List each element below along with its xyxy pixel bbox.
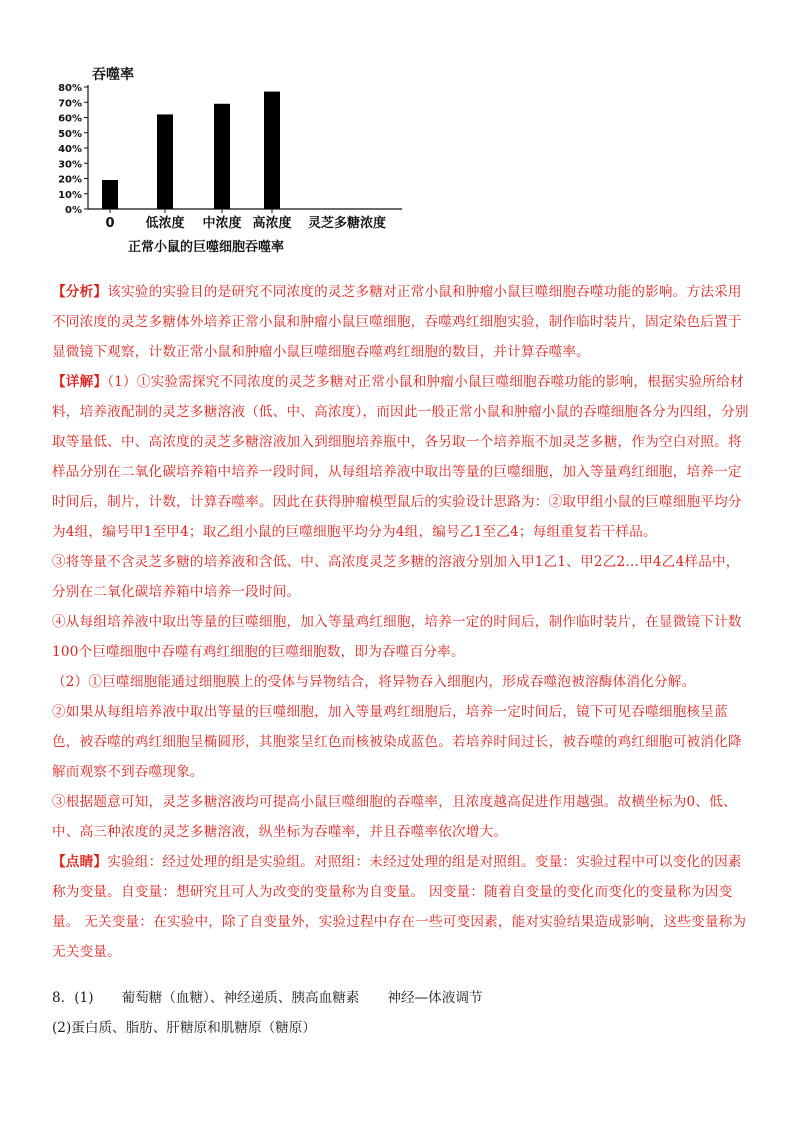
answer-8-number: 8．(1)	[52, 990, 94, 1006]
tips-paragraph	[52, 847, 752, 967]
bar-chart	[50, 55, 420, 260]
y-tick-label: 60%	[58, 113, 82, 125]
y-tick-label: 10%	[58, 189, 82, 201]
detail-paragraph-4: （2）①巨噬细胞能通过细胞膜上的受体与异物结合，将异物吞入细胞内，形成吞噬泡被溶酶体消化分解。	[52, 674, 696, 690]
answer-8-section	[52, 983, 752, 1043]
answer-8-line-1	[52, 983, 752, 1013]
detail-paragraph-5: ②如果从每组培养液中取出等量的巨噬细胞，加入等量鸡红细胞后，培养一定时间后，镜下可见吞噬细胞核呈蓝色，被吞噬的鸡红细胞呈椭圆形，其胞浆呈红色而核被染成蓝色。若培养时间过长，被吞噬的鸡红细胞可被消化降解而观察不到吞噬现象。	[52, 704, 742, 780]
bar	[102, 180, 118, 209]
bar	[264, 92, 280, 209]
answer-8-line-2: (2)蛋白质、脂肪、肝糖原和肌糖原（糖原）	[52, 1020, 316, 1036]
analysis-paragraph	[52, 277, 752, 367]
detail-paragraph-1	[52, 367, 752, 547]
x-tick-label: 0	[105, 216, 115, 231]
y-tick-label: 80%	[58, 83, 82, 94]
x-tick-label: 低浓度	[145, 216, 185, 231]
answer-8-part-a: 葡萄糖（血糖）、神经递质、胰高血糖素	[121, 990, 360, 1006]
bar	[157, 114, 173, 209]
detail-paragraph-6: ③根据题意可知，灵芝多糖溶液均可提高小鼠巨噬细胞的吞噬率，且浓度越高促进作用越强。故横坐标为0、低、中、高三种浓度的灵芝多糖溶液，纵坐标为吞噬率，并且吞噬率依次增大。	[52, 794, 737, 840]
y-tick-label: 0%	[65, 205, 82, 216]
tips-text: 实验组：经过处理的组是实验组。对照组：未经过处理的组是对照组。变量：实验过程中可以变化的因素称为变量。自变量：想研究且可人为改变的变量称为自变量。 因变量：随着自变量的变化而变化的变量称为因变量。 无关变量：在实验中，除了自变量外，实验过程中存在一些可变因素，能对实验结果造成影响，这些变量称为无关变量。	[52, 854, 747, 960]
detail-tag: 【详解】	[52, 374, 108, 390]
detail-paragraph-2: ③将等量不含灵芝多糖的培养液和含低、中、高浓度灵芝多糖的溶液分别加入甲1乙1、甲2乙2…甲4乙4样品中，分别在二氧化碳培养箱中培养一段时间。	[52, 554, 740, 600]
y-tick-label: 50%	[58, 128, 82, 140]
x-tick-label: 中浓度	[202, 216, 242, 231]
chart-title: 正常小鼠的巨噬细胞吞噬率	[128, 240, 285, 255]
detail-text-1: （1）①实验需探究不同浓度的灵芝多糖对正常小鼠和肿瘤小鼠巨噬细胞吞噬功能的影响，根据实验所给材料，培养液配制的灵芝多糖溶液（低、中、高浓度），而因此一般正常小鼠和肿瘤小鼠的吞噬细胞各分为四组，分别取等量低、中、高浓度的灵芝多糖溶液加入到细胞培养瓶中，各另取一个培养瓶不加灵芝多糖，作为空白对照。将样品分别在二氧化碳培养箱中培养一段时间，从每组培养液中取出等量的巨噬细胞，加入等量鸡红细胞，培养一定时间后，制片，计数，计算吞噬率。因此在获得肿瘤模型鼠后的实验设计思路为：②取甲组小鼠的巨噬细胞平均分为4组，编号甲1至甲4；取乙组小鼠的巨噬细胞平均分为4组，编号乙1至乙4；每组重复若干样品。	[52, 374, 749, 540]
x-tick-label: 高浓度	[252, 216, 292, 231]
y-tick-label: 70%	[58, 98, 82, 110]
detail-section	[52, 367, 752, 967]
analysis-text: 该实验的实验目的是研究不同浓度的灵芝多糖对正常小鼠和肿瘤小鼠巨噬细胞吞噬功能的影响。方法采用不同浓度的灵芝多糖体外培养正常小鼠和肿瘤小鼠巨噬细胞，吞噬鸡红细胞实验，制作临时装片，固定染色后置于显微镜下观察，计数正常小鼠和肿瘤小鼠巨噬细胞吞噬鸡红细胞的数目，并计算吞噬率。	[52, 284, 742, 360]
bar	[214, 104, 230, 209]
detail-paragraph-3: ④从每组培养液中取出等量的巨噬细胞，加入等量鸡红细胞，培养一定的时间后，制作临时装片，在显微镜下计数100个巨噬细胞中吞噬有鸡红细胞的巨噬细胞数，即为吞噬百分率。	[52, 614, 742, 660]
y-axis-label: 吞噬率	[92, 67, 134, 83]
analysis-tag: 【分析】	[52, 284, 108, 300]
answer-8-part-b: 神经—体液调节	[387, 990, 483, 1006]
y-tick-label: 20%	[58, 174, 82, 186]
tips-tag: 【点睛】	[52, 854, 108, 870]
x-axis-label: 灵芝多糖浓度	[308, 216, 387, 231]
y-tick-label: 30%	[58, 159, 82, 171]
y-tick-label: 40%	[58, 144, 82, 155]
analysis-section	[52, 277, 752, 367]
